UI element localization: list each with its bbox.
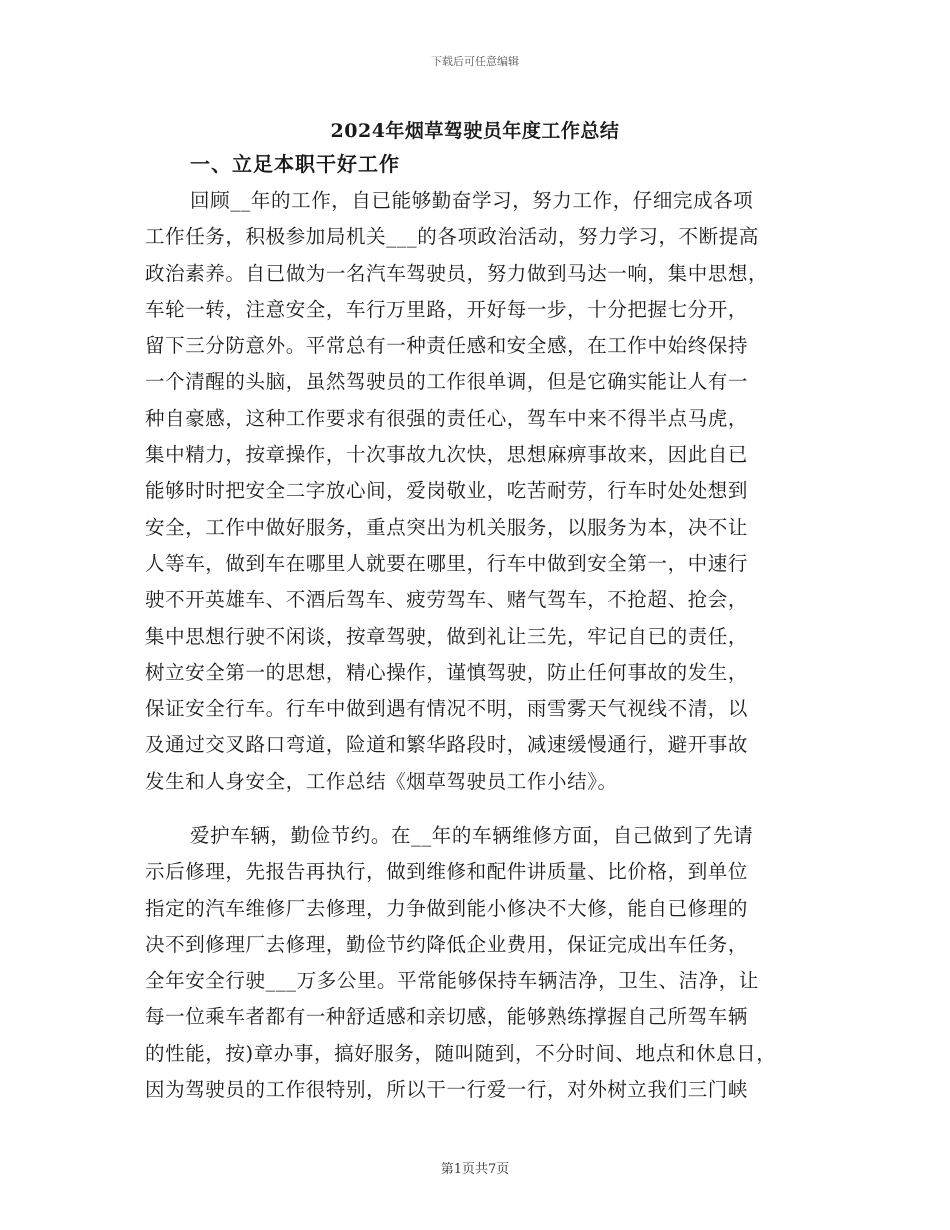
paragraph-1-line: 集中精力，按章操作，十次事故九次快，思想麻痹事故来，因此自已 [145,443,749,467]
paragraph-2 [145,818,825,1108]
paragraph-2-line: 示后修理，先报告再执行，做到维修和配件讲质量、比价格，到单位 [145,860,749,884]
paragraph-1-line: 人等车，做到车在哪里人就要在哪里，行车中做到安全第一，中速行 [145,551,749,575]
paragraph-1-line: 及通过交叉路口弯道，险道和繁华路段时，减速缓慢通行，避开事故 [145,733,749,757]
paragraph-1-line: 驶不开英雄车、不酒后驾车、疲劳驾车、赌气驾车，不抢超、抢会， [145,588,749,612]
paragraph-1-line: 政治素养。自已做为一名汽车驾驶员，努力做到马达一响，集中思想， [145,261,769,285]
paragraph-1 [145,183,825,800]
document-title: 2024年烟草驾驶员年度工作总结 [330,120,620,142]
paragraph-1-line: 车轮一转，注意安全，车行万里路，开好每一步，十分把握七分开， [145,297,749,321]
paragraph-1-line: 能够时时把安全二字放心间，爱岗敬业，吃苦耐劳，行车时处处想到 [145,479,749,503]
page-header-note: 下载后可任意编辑 [431,55,519,68]
paragraph-1-line: 回顾__年的工作，自已能够勤奋学习，努力工作，仔细完成各项 [190,189,754,212]
paragraph-1-line: 安全，工作中做好服务，重点突出为机关服务，以服务为本，决不让 [145,515,749,539]
paragraph-1-line: 工作任务，积极参加局机关___的各项政治活动，努力学习，不断提高 [145,225,759,249]
paragraph-2-line: 决不到修理厂去修理，勤俭节约降低企业费用，保证完成出车任务， [145,932,749,956]
page-number: 第1页共7页 [440,1162,510,1177]
paragraph-2-line: 全年安全行驶___万多公里。平常能够保持车辆洁净，卫生、洁净，让 [145,969,759,993]
paragraph-2-line: 的性能，按)章办事，搞好服务，随叫随到，不分时间、地点和休息日， [145,1041,777,1065]
section-heading-1: 一、立足本职干好工作 [190,152,400,176]
paragraph-1-line: 种自豪感，这种工作要求有很强的责任心，驾车中来不得半点马虎， [145,406,749,430]
paragraph-2-line: 每一位乘车者都有一种舒适感和亲切感，能够熟练撑握自己所驾车辆 [145,1005,749,1029]
paragraph-1-line: 留下三分防意外。平常总有一种责任感和安全感，在工作中始终保持 [145,334,749,358]
paragraph-1-line: 集中思想行驶不闲谈，按章驾驶，做到礼让三先，牢记自已的责任， [145,624,749,648]
paragraph-2-line: 因为驾驶员的工作很特别，所以干一行爱一行，对外树立我们三门峡 [145,1078,749,1102]
paragraph-1-line: 保证安全行车。行车中做到遇有情况不明，雨雪雾天气视线不清，以 [145,697,749,721]
paragraph-1-line: 发生和人身安全，工作总结《烟草驾驶员工作小结》。 [145,769,618,793]
paragraph-1-line: 树立安全第一的思想，精心操作，谨慎驾驶，防止任何事故的发生， [145,660,749,684]
paragraph-1-line: 一个清醒的头脑，虽然驾驶员的工作很单调，但是它确实能让人有一 [145,370,749,394]
paragraph-2-line: 指定的汽车维修厂去修理，力争做到能小修决不大修，能自已修理的 [145,896,749,920]
paragraph-2-line: 爱护车辆，勤俭节约。在__年的车辆维修方面，自己做到了先请 [190,824,754,847]
